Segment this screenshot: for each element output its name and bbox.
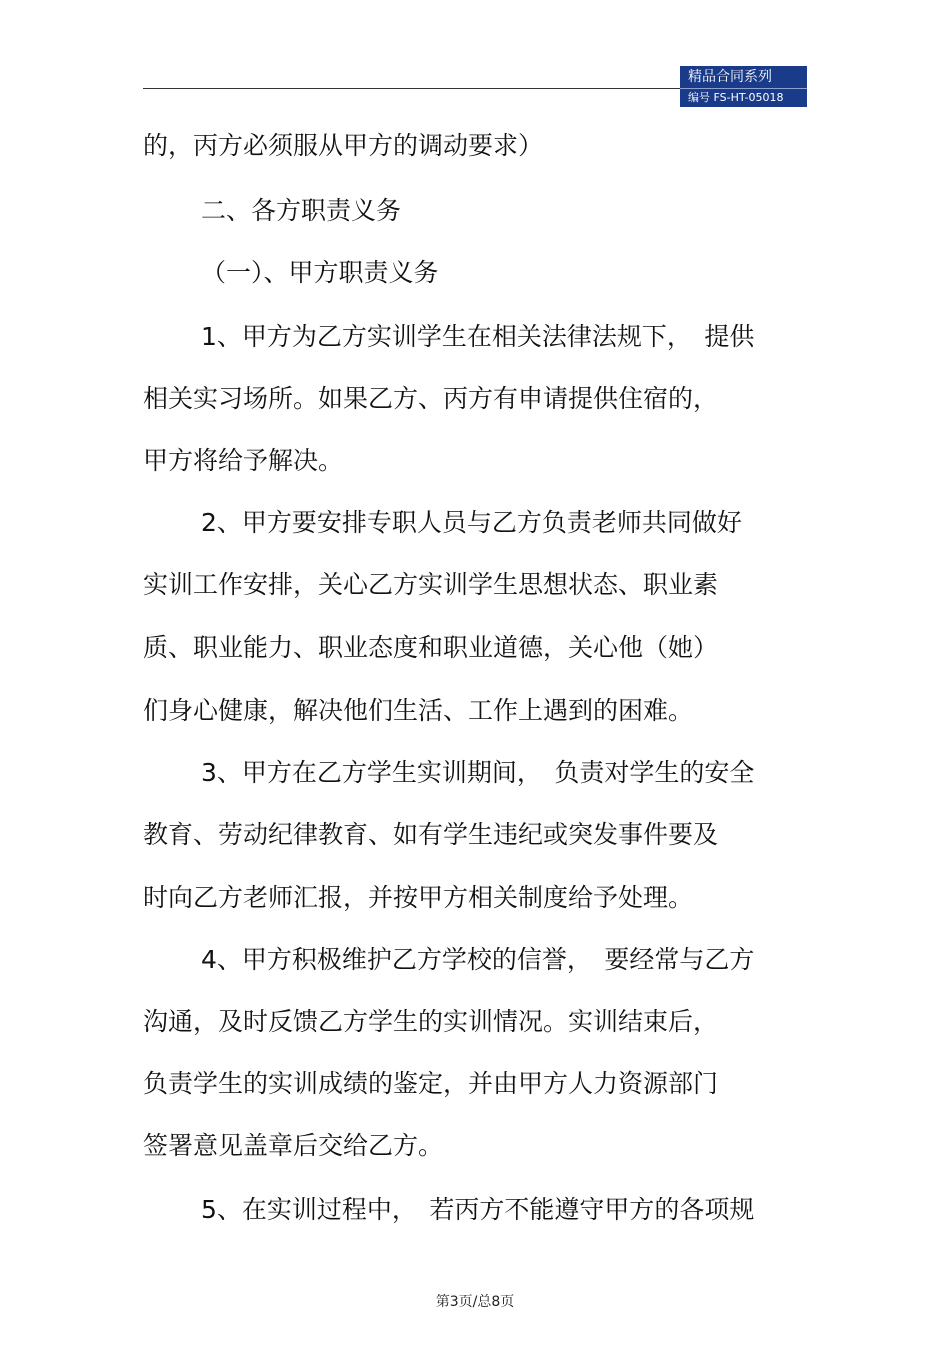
clause-3-line: 3、甲方在乙方学生实训期间， 负责对学生的安全 xyxy=(201,758,755,787)
clause-4-line: 负责学生的实训成绩的鉴定，并由甲方人力资源部门 xyxy=(143,1069,719,1098)
document-code: 编号 FS-HT-05018 xyxy=(688,91,784,104)
clause-2-line: 实训工作安排，关心乙方实训学生思想状态、职业素 xyxy=(143,570,719,599)
clause-4-line: 4、甲方积极维护乙方学校的信誉， 要经常与乙方 xyxy=(201,945,755,974)
page-number: 第3页/总8页 xyxy=(435,1294,515,1310)
clause-1-line: 1、甲方为乙方实训学生在相关法律法规下， 提供 xyxy=(201,322,755,351)
clause-4-line: 签署意见盖章后交给乙方。 xyxy=(143,1131,444,1160)
clause-1-line: 甲方将给予解决。 xyxy=(143,446,344,475)
section-heading: 二、各方职责义务 xyxy=(201,196,402,225)
body-line: 的，丙方必须服从甲方的调动要求） xyxy=(143,131,544,160)
subsection-heading: （一）、甲方职责义务 xyxy=(201,258,439,287)
clause-1-line: 相关实习场所。如果乙方、丙方有申请提供住宿的， xyxy=(143,384,719,413)
clause-2-line: 们身心健康，解决他们生活、工作上遇到的困难。 xyxy=(143,696,694,725)
clause-2-line: 2、甲方要安排专职人员与乙方负责老师共同做好 xyxy=(201,508,742,537)
clause-3-line: 教育、劳动纪律教育、如有学生违纪或突发事件要及 xyxy=(143,820,719,849)
clause-2-line: 质、职业能力、职业态度和职业道德，关心他（她） xyxy=(143,633,719,662)
clause-5-line: 5、在实训过程中， 若丙方不能遵守甲方的各项规 xyxy=(201,1195,755,1224)
series-label: 精品合同系列 xyxy=(680,66,807,89)
clause-3-line: 时向乙方老师汇报，并按甲方相关制度给予处理。 xyxy=(143,883,694,912)
series-badge xyxy=(680,66,807,107)
clause-4-line: 沟通，及时反馈乙方学生的实训情况。实训结束后， xyxy=(143,1007,719,1036)
